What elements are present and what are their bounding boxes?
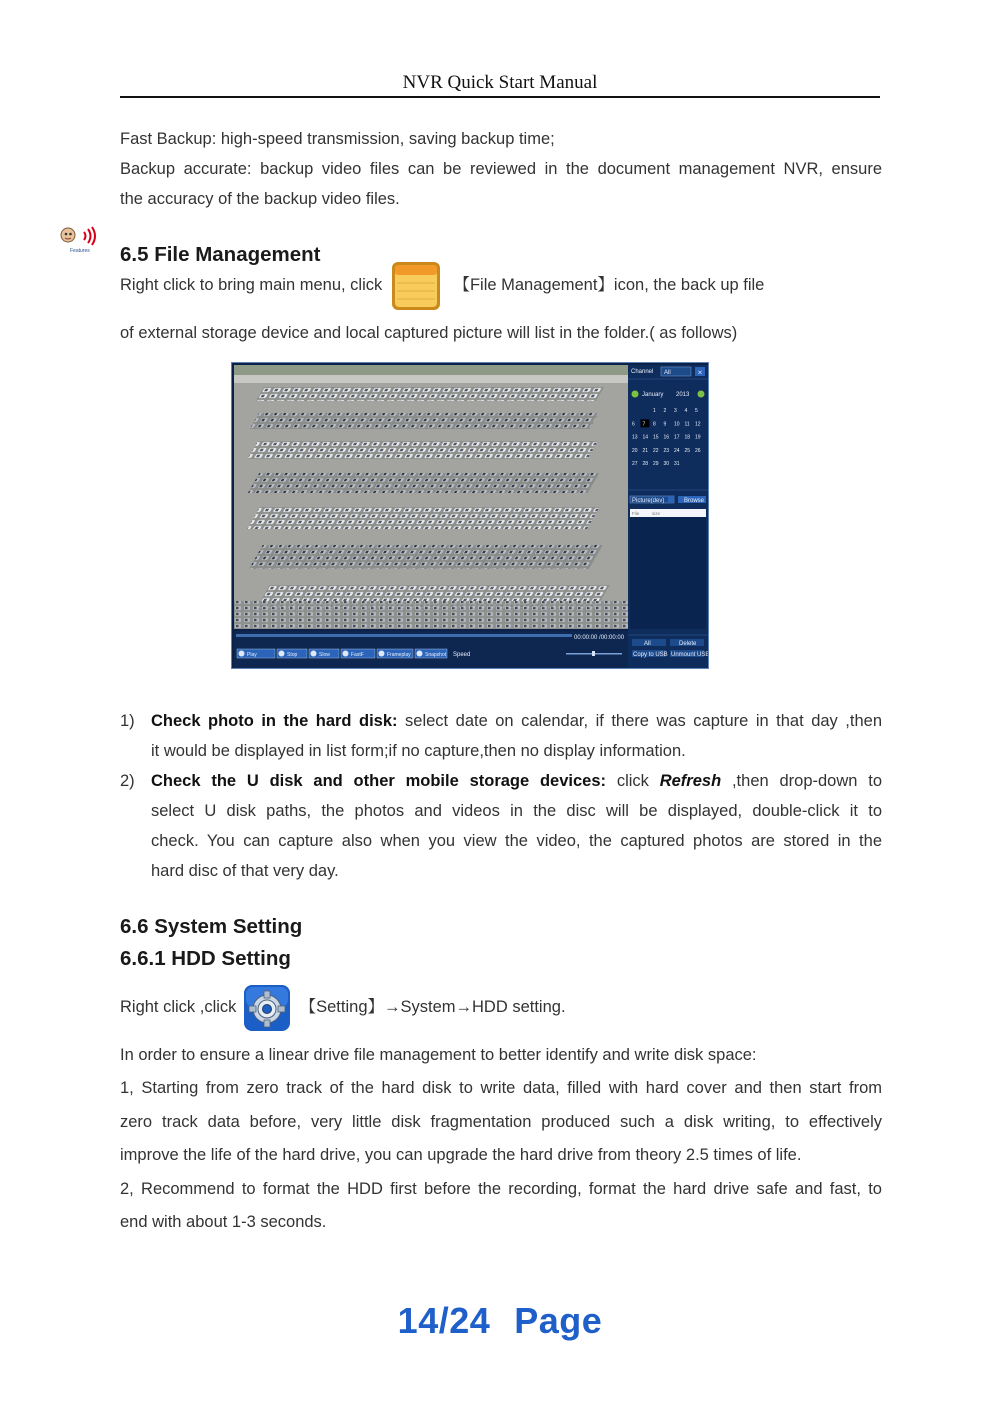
- calendar-day[interactable]: 5: [695, 408, 698, 414]
- list-item-2-line-3: check. You can capture also when you view the video, the captured photos are stored in the: [151, 832, 882, 850]
- hdd-text-line-2: 1, Starting from zero track of the hard disk to write data, filled with hard cover and then start from: [120, 1079, 882, 1097]
- fastf-icon: [343, 651, 349, 657]
- source-label: Picture(dev): [632, 498, 665, 504]
- time-display: 00:00:00 /00:00:00: [574, 635, 625, 641]
- file-list[interactable]: [630, 517, 706, 629]
- delete-label: Delete: [679, 641, 697, 647]
- calendar-day[interactable]: 3: [674, 408, 677, 414]
- stop-label: Stop: [287, 652, 298, 658]
- all-label: All: [644, 641, 651, 647]
- hdd-text-line-5: 2, Recommend to format the HDD first before the recording, format the hard drive safe and fast, to: [120, 1180, 882, 1198]
- calendar-day[interactable]: 6: [632, 421, 635, 428]
- calendar-day[interactable]: 25: [684, 447, 691, 454]
- calendar-day[interactable]: 8: [653, 421, 656, 428]
- stop-icon: [279, 651, 285, 657]
- list-item-1-bold: Check photo in the hard disk:: [151, 712, 398, 730]
- browse-label: Browse: [684, 498, 705, 504]
- calendar-day[interactable]: 7: [642, 421, 646, 428]
- video-preview: [234, 365, 628, 629]
- section-6-5-line-2: of external storage device and local captured picture will list in the folder.( as follows): [120, 324, 738, 342]
- list-item-1-line-2: it would be displayed in list form;if no capture,then no display information.: [151, 742, 686, 760]
- calendar-day[interactable]: 1: [653, 408, 656, 414]
- file-management-icon[interactable]: [391, 261, 441, 311]
- section-6-5-title: 6.5 File Management: [120, 243, 321, 266]
- slow-label: Slow: [319, 652, 330, 658]
- page-label: Page: [514, 1300, 603, 1341]
- intro-line-1: Fast Backup: high-speed transmission, saving backup time;: [120, 130, 555, 148]
- features-icon: [58, 226, 102, 254]
- list-item-2: [120, 766, 882, 886]
- hdd-text-line-4: improve the life of the hard drive, you can upgrade the hard drive from theory 2.5 times of life.: [120, 1146, 802, 1164]
- calendar-day[interactable]: 4: [684, 408, 688, 414]
- list-item-2-number: 2): [120, 772, 135, 790]
- calendar-day[interactable]: 10: [674, 421, 680, 428]
- list-item-2-text-b: ,then drop-down to: [721, 772, 883, 790]
- speed-slider-handle[interactable]: [592, 651, 595, 656]
- page-header: NVR Quick Start Manual: [402, 72, 598, 93]
- fastf-label: FastF: [351, 652, 364, 658]
- section-6-6-title: 6.6 System Setting: [120, 915, 303, 938]
- calendar-day[interactable]: 21: [642, 447, 649, 454]
- refresh-keyword: Refresh: [659, 772, 722, 790]
- calendar-day[interactable]: 2: [663, 408, 667, 414]
- channel-value: All: [664, 370, 671, 376]
- parking-lot-image: [234, 365, 628, 629]
- list-item-1-number: 1): [120, 712, 135, 730]
- section-6-6-1-text-after: 【Setting】→System→HDD setting.: [299, 998, 566, 1016]
- frameplay-label: Frameplay: [387, 652, 411, 658]
- section-6-6-1-text-before: Right click ,click: [120, 998, 237, 1016]
- calendar-day[interactable]: 14: [642, 434, 649, 441]
- intro-line-2: Backup accurate: backup video files can be reviewed in the document management NVR, ensure: [120, 160, 882, 178]
- calendar-day[interactable]: 20: [632, 447, 638, 454]
- channel-label: Channel: [631, 369, 654, 375]
- play-icon: [239, 651, 245, 657]
- file-list-header-file: File: [632, 511, 640, 516]
- copy-to-usb-label: Copy to USB: [633, 652, 668, 658]
- features-icon-label: Features: [70, 248, 90, 254]
- hdd-text-line-3: zero track data before, very little disk fragmentation produced such a disk writing, to effectively: [120, 1113, 882, 1131]
- close-icon: ✕: [697, 370, 703, 377]
- calendar-day[interactable]: 23: [663, 447, 670, 454]
- nvr-file-management-screenshot: [231, 362, 709, 669]
- calendar-day[interactable]: 11: [684, 421, 690, 428]
- calendar-grid[interactable]: [632, 408, 701, 467]
- speed-label: Speed: [453, 652, 471, 658]
- list-item-2-text-a: click: [606, 772, 660, 790]
- page-footer: [0, 1300, 1000, 1342]
- unmount-usb-label: Unmount USB: [671, 652, 708, 658]
- header-rule: [120, 96, 880, 98]
- calendar-day[interactable]: 29: [653, 461, 659, 468]
- gear-icon[interactable]: [243, 984, 291, 1032]
- calendar-day[interactable]: 9: [663, 421, 667, 428]
- calendar-day[interactable]: 27: [632, 461, 638, 468]
- calendar-day[interactable]: 17: [674, 434, 680, 441]
- section-6-5-line-1: [120, 260, 882, 311]
- playback-control-bar: [234, 631, 628, 668]
- calendar-day[interactable]: 28: [642, 461, 649, 468]
- calendar-year: 2013: [676, 392, 690, 398]
- calendar-day[interactable]: 22: [653, 447, 659, 454]
- hdd-text-line-6: end with about 1-3 seconds.: [120, 1213, 327, 1231]
- snapshot-icon: [417, 651, 423, 657]
- list-item-1: [120, 706, 882, 766]
- calendar-month: January: [642, 392, 664, 398]
- calendar-day[interactable]: 24: [674, 447, 680, 454]
- frameplay-icon: [379, 651, 385, 657]
- calendar-day[interactable]: 12: [695, 421, 701, 428]
- calendar-day[interactable]: 13: [632, 434, 638, 441]
- list-item-2-line-4: hard disc of that very day.: [151, 862, 339, 880]
- calendar-day[interactable]: 30: [663, 461, 670, 468]
- list-item-2-line-2: select U disk paths, the photos and videos in the disc will be displayed, double-click it to: [151, 802, 882, 820]
- section-6-5-text-after: 【File Management】icon, the back up file: [453, 276, 765, 294]
- calendar-day[interactable]: 18: [684, 434, 691, 441]
- section-6-6-1-title: 6.6.1 HDD Setting: [120, 947, 291, 970]
- section-6-6-1-line: [120, 982, 882, 1032]
- calendar-day[interactable]: 19: [695, 434, 701, 441]
- calendar-day[interactable]: 31: [674, 461, 680, 468]
- next-month-button[interactable]: [698, 391, 705, 398]
- play-label: Play: [247, 652, 257, 658]
- calendar-day[interactable]: 26: [695, 447, 701, 454]
- progress-bar[interactable]: [236, 634, 572, 637]
- file-list-header-size: size: [652, 511, 661, 516]
- prev-month-button[interactable]: [632, 391, 639, 398]
- section-6-5-text-before: Right click to bring main menu, click: [120, 276, 383, 294]
- slow-icon: [311, 651, 317, 657]
- side-panel: [628, 365, 708, 668]
- page-number: 14/24: [397, 1300, 491, 1341]
- snapshot-label: Snapshot: [425, 652, 447, 658]
- file-list-header: [630, 509, 706, 517]
- calendar-day[interactable]: 16: [663, 434, 670, 441]
- list-item-1-text: select date on calendar, if there was capture in that day ,then: [397, 712, 882, 730]
- hdd-text-line-1: In order to ensure a linear drive file management to better identify and write disk space:: [120, 1046, 757, 1064]
- list-item-2-bold: Check the U disk and other mobile storage devices:: [151, 772, 607, 790]
- intro-line-3: the accuracy of the backup video files.: [120, 190, 400, 208]
- calendar-day[interactable]: 15: [653, 434, 659, 441]
